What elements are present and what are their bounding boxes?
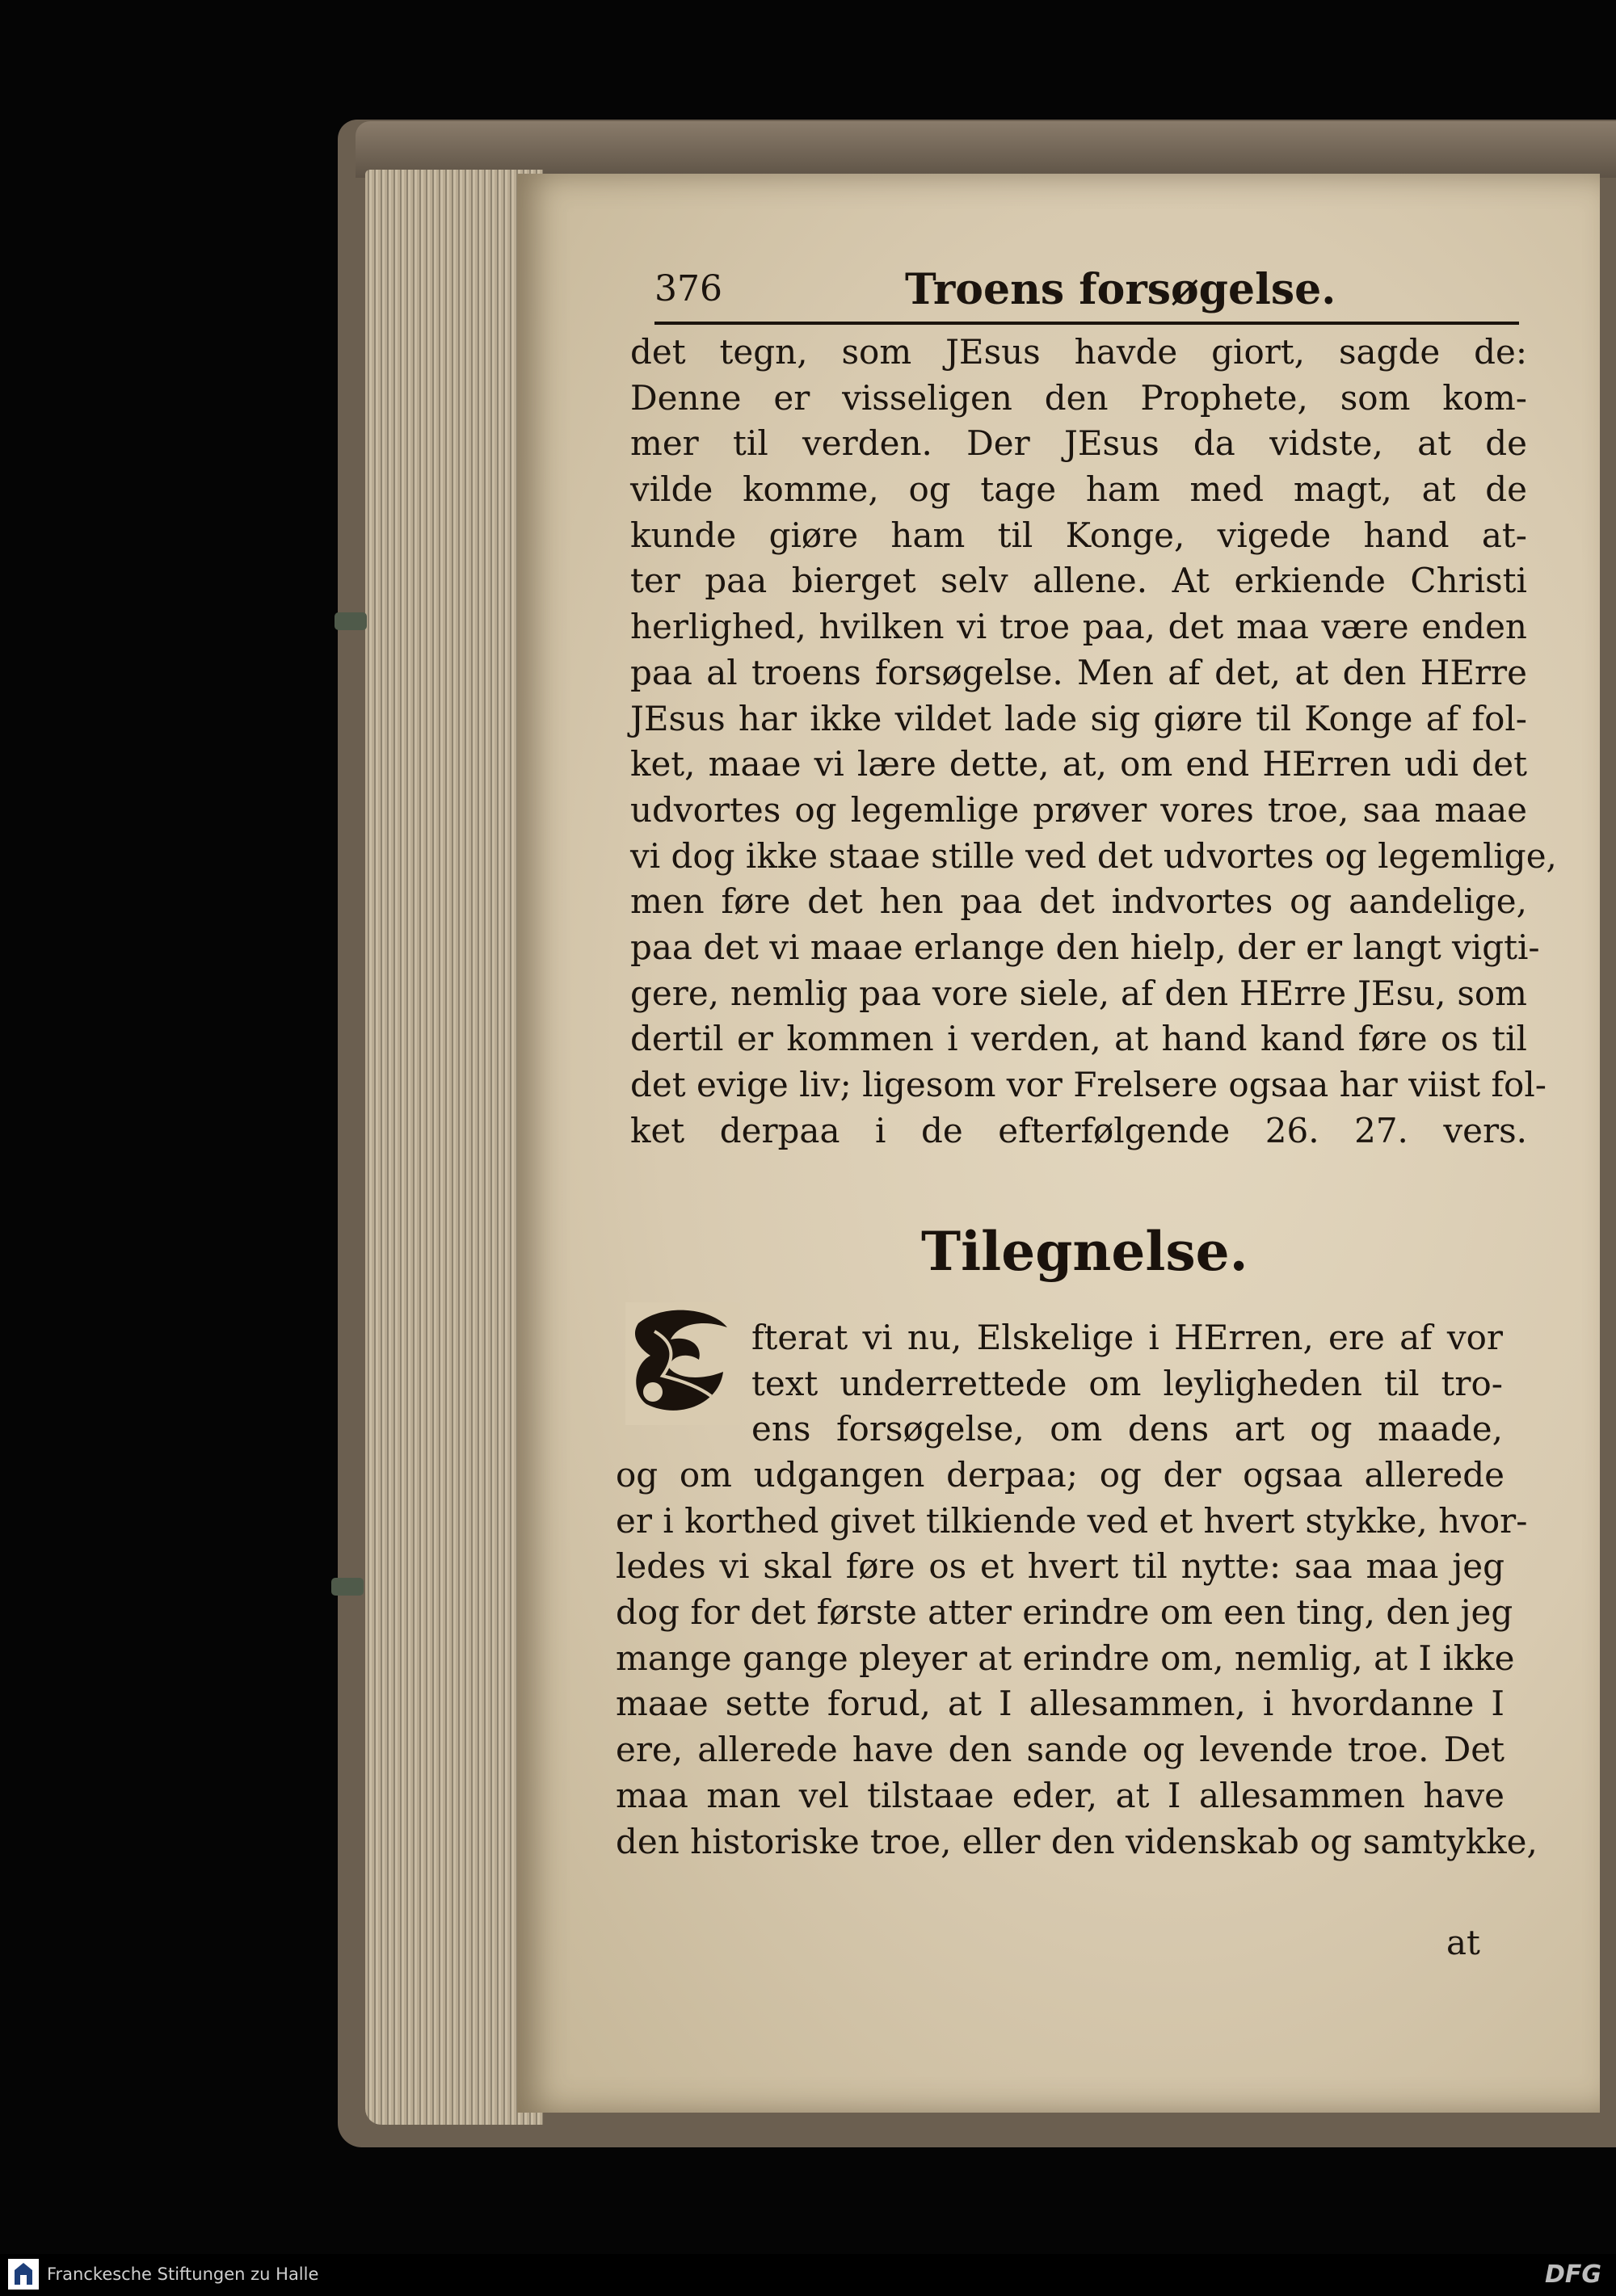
text-line: text underrettede om leyligheden til tro- [751, 1363, 1503, 1403]
page-edges [365, 170, 543, 2125]
text-line: JEsus har ikke vildet lade sig giøre til Konge af fol- [630, 698, 1527, 738]
drop-cap-ornament-icon [622, 1299, 743, 1428]
institution-logo-icon [8, 2259, 39, 2290]
text-line: dog for det første atter erindre om een ting, den jeg [616, 1592, 1513, 1633]
drop-cap-ornament [622, 1299, 743, 1428]
catchword: at [1446, 1923, 1480, 1962]
text-line: den historiske troe, eller den videnskab og samtykke, [616, 1821, 1538, 1861]
clasp-upper [335, 612, 367, 630]
text-line: vi dog ikke staae stille ved det udvortes og legemlige, [630, 835, 1557, 876]
text-line: ens forsøgelse, om dens art og maade, [751, 1409, 1503, 1449]
text-line: dertil er kommen i verden, at hand kand føre os til [630, 1019, 1527, 1059]
text-line: gere, nemlig paa vore siele, af den HErre JEsu, som [630, 973, 1527, 1013]
text-line: maae sette forud, at I allesammen, i hvordanne I [616, 1684, 1504, 1724]
text-line: og om udgangen derpaa; og der ogsaa allerede [616, 1455, 1504, 1495]
text-line: mer til verden. Der JEsus da vidste, at de [630, 423, 1527, 464]
text-line: ket derpaa i de efterfølgende 26. 27. vers. [630, 1110, 1527, 1150]
text-line: udvortes og legemlige prøver vores troe, saa maae [630, 789, 1527, 830]
text-line: vilde komme, og tage ham med magt, at de [630, 469, 1527, 510]
text-line: ere, allerede have den sande og levende troe. Det [616, 1730, 1504, 1770]
page-number: 376 [654, 268, 722, 309]
text-line: maa man vel tilstaae eder, at I allesammen have [616, 1775, 1504, 1815]
text-line: er i korthed givet tilkiende ved et hvert stykke, hvor- [616, 1500, 1528, 1541]
text-line: ter paa bierget selv allene. At erkiende Christi [630, 561, 1527, 601]
book-cover-top [356, 121, 1616, 178]
text-line: mange gange pleyer at erindre om, nemlig, at I ikke [616, 1638, 1515, 1678]
text-line: fterat vi nu, Elskelige i HErren, ere af vor [751, 1318, 1503, 1357]
text-line: kunde giøre ham til Konge, vigede hand at- [630, 515, 1527, 555]
text-block-a [630, 330, 1557, 1154]
text-line: paa al troens forsøgelse. Men af det, at den HErre [630, 652, 1527, 692]
text-block-b [616, 1453, 1538, 1865]
clasp-lower [331, 1578, 364, 1596]
text-line: paa det vi maae erlange den hielp, der er langt vigti- [630, 927, 1540, 967]
text-line: men føre det hen paa det indvortes og aandelige, [630, 881, 1527, 922]
text-line: Denne er visseligen den Prophete, som kom- [630, 377, 1527, 418]
running-title: Troens forsøgelse. [905, 265, 1336, 314]
dfg-logo[interactable]: DFG [1544, 2260, 1601, 2289]
text-block-b-indented [751, 1315, 1503, 1453]
section-heading: Tilegnelse. [921, 1220, 1248, 1283]
text-line: det evige liv; ligesom vor Frelsere ogsaa har viist fol- [630, 1065, 1547, 1104]
institution-name[interactable]: Franckesche Stiftungen zu Halle [47, 2264, 319, 2284]
footer-bar [0, 2254, 1616, 2296]
text-line: ket, maae vi lære dette, at, om end HErren udi det [630, 744, 1527, 784]
text-line: herlighed, hvilken vi troe paa, det maa være enden [630, 607, 1527, 647]
text-line: ledes vi skal føre os et hvert til nytte: saa maa jeg [616, 1546, 1504, 1587]
text-line: det tegn, som JEsus havde giort, sagde de: [630, 332, 1527, 372]
page-header [654, 265, 1519, 325]
